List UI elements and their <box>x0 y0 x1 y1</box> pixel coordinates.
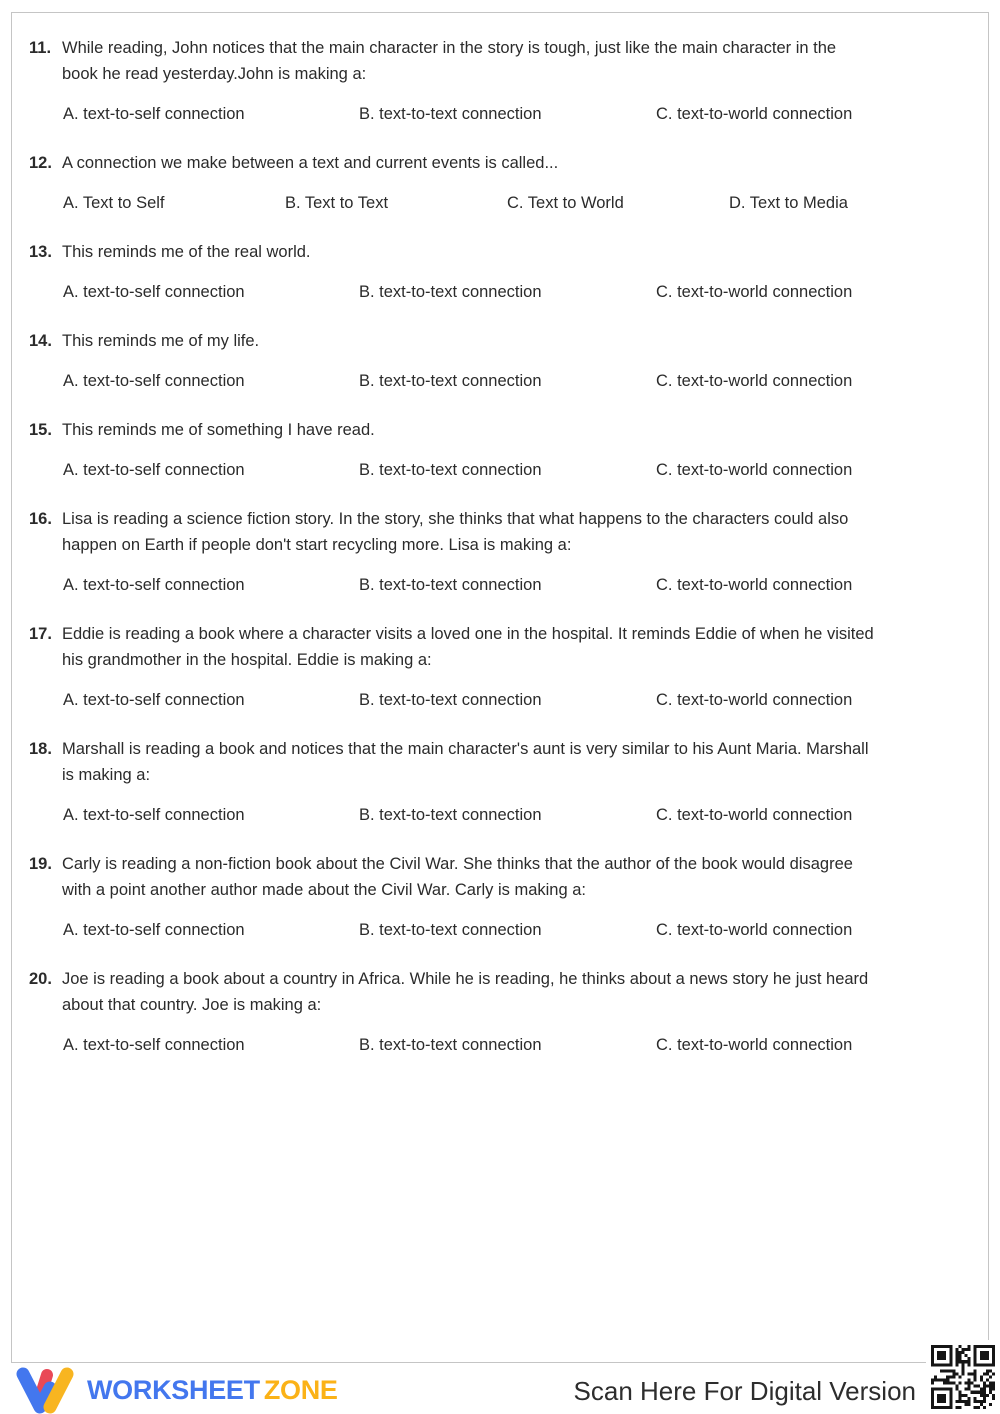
option-a: A. text-to-self connection <box>63 372 245 390</box>
question-stem <box>62 851 853 903</box>
question-15 <box>29 417 988 483</box>
question-18 <box>29 736 988 828</box>
stem-line: his grandmother in the hospital. Eddie is making a: <box>62 651 432 669</box>
option-b: B. text-to-text connection <box>359 283 542 301</box>
question-16 <box>29 506 988 598</box>
option-a: A. text-to-self connection <box>63 921 245 939</box>
options-row <box>63 279 988 305</box>
stem-line: This reminds me of the real world. <box>62 243 311 261</box>
option-a: A. text-to-self connection <box>63 283 245 301</box>
question-stem <box>62 328 259 354</box>
option-c: C. text-to-world connection <box>656 806 853 824</box>
option-b: B. text-to-text connection <box>359 1036 542 1054</box>
question-number: 14. <box>29 332 52 350</box>
stem-line: A connection we make between a text and current events is called... <box>62 154 559 172</box>
stem-line: with a point another author made about the Civil War. Carly is making a: <box>62 881 586 899</box>
options-row <box>63 368 988 394</box>
option-b: B. Text to Text <box>285 194 389 212</box>
brand-word-zone: ZONE <box>263 1374 338 1405</box>
worksheetzone-wordmark <box>87 1375 338 1406</box>
question-number: 11. <box>29 39 52 57</box>
options-row <box>63 101 988 127</box>
option-c: C. text-to-world connection <box>656 105 853 123</box>
worksheetzone-logo <box>14 1366 338 1414</box>
option-c: C. text-to-world connection <box>656 461 853 479</box>
stem-line: Marshall is reading a book and notices that the main character's aunt is very similar to his Aunt Maria. Marshall <box>62 740 869 758</box>
option-c: C. text-to-world connection <box>656 372 853 390</box>
options-row <box>63 687 988 713</box>
question-number: 18. <box>29 740 52 758</box>
question-stem <box>62 506 848 558</box>
option-b: B. text-to-text connection <box>359 576 542 594</box>
scan-here-label: Scan Here For Digital Version <box>573 1376 916 1406</box>
option-c: C. text-to-world connection <box>656 576 853 594</box>
question-number: 19. <box>29 855 52 873</box>
question-number: 17. <box>29 625 52 643</box>
option-a: A. text-to-self connection <box>63 105 245 123</box>
question-number: 12. <box>29 154 52 172</box>
qr-code-pattern <box>931 1345 995 1409</box>
question-number: 16. <box>29 510 52 528</box>
question-14 <box>29 328 988 394</box>
question-stem <box>62 736 869 788</box>
question-13 <box>29 239 988 305</box>
qr-code <box>926 1340 1000 1414</box>
options-row <box>63 1032 988 1058</box>
question-number: 13. <box>29 243 52 261</box>
options-row <box>63 802 988 828</box>
option-b: B. text-to-text connection <box>359 921 542 939</box>
option-a: A. text-to-self connection <box>63 461 245 479</box>
option-c: C. text-to-world connection <box>656 691 853 709</box>
question-17 <box>29 621 988 713</box>
question-11 <box>29 35 988 127</box>
worksheetzone-w-icon <box>14 1366 78 1414</box>
stem-line: book he read yesterday.John is making a: <box>62 65 367 83</box>
question-stem <box>62 150 558 176</box>
option-a: A. text-to-self connection <box>63 576 245 594</box>
options-row <box>63 917 988 943</box>
options-row <box>63 190 988 216</box>
option-a: A. text-to-self connection <box>63 806 245 824</box>
worksheet-page <box>11 12 989 1363</box>
stem-line: Joe is reading a book about a country in Africa. While he is reading, he thinks about a news story he just heard <box>62 970 869 988</box>
options-row <box>63 457 988 483</box>
question-20 <box>29 966 988 1058</box>
stem-line: This reminds me of my life. <box>62 332 260 350</box>
option-b: B. text-to-text connection <box>359 806 542 824</box>
stem-line: happen on Earth if people don't start recycling more. Lisa is making a: <box>62 536 572 554</box>
option-d: D. Text to Media <box>729 194 848 212</box>
stem-line: about that country. Joe is making a: <box>62 996 322 1014</box>
option-a: A. text-to-self connection <box>63 1036 245 1054</box>
question-19 <box>29 851 988 943</box>
option-b: B. text-to-text connection <box>359 461 542 479</box>
stem-line: Eddie is reading a book where a character visits a loved one in the hospital. It reminds Eddie of when he visited <box>62 625 874 643</box>
option-a: A. text-to-self connection <box>63 691 245 709</box>
question-stem <box>62 966 868 1018</box>
question-number: 15. <box>29 421 52 439</box>
option-b: B. text-to-text connection <box>359 372 542 390</box>
option-c: C. text-to-world connection <box>656 921 853 939</box>
question-stem <box>62 417 375 443</box>
stem-line: While reading, John notices that the main character in the story is tough, just like the main character in the <box>62 39 837 57</box>
question-number: 20. <box>29 970 52 988</box>
question-stem <box>62 239 311 265</box>
option-c: C. text-to-world connection <box>656 1036 853 1054</box>
option-b: B. text-to-text connection <box>359 691 542 709</box>
option-b: B. text-to-text connection <box>359 105 542 123</box>
question-stem <box>62 621 874 673</box>
question-stem <box>62 35 836 87</box>
stem-line: is making a: <box>62 766 151 784</box>
question-12 <box>29 150 988 216</box>
stem-line: Lisa is reading a science fiction story. In the story, she thinks that what happens to the characters could also <box>62 510 849 528</box>
brand-word-worksheet: WORKSHEET <box>87 1374 260 1405</box>
stem-line: Carly is reading a non-fiction book about the Civil War. She thinks that the author of the book would disagree <box>62 855 853 873</box>
options-row <box>63 572 988 598</box>
option-a: A. Text to Self <box>63 194 165 212</box>
stem-line: This reminds me of something I have read. <box>62 421 375 439</box>
option-c: C. text-to-world connection <box>656 283 853 301</box>
option-c: C. Text to World <box>507 194 624 212</box>
